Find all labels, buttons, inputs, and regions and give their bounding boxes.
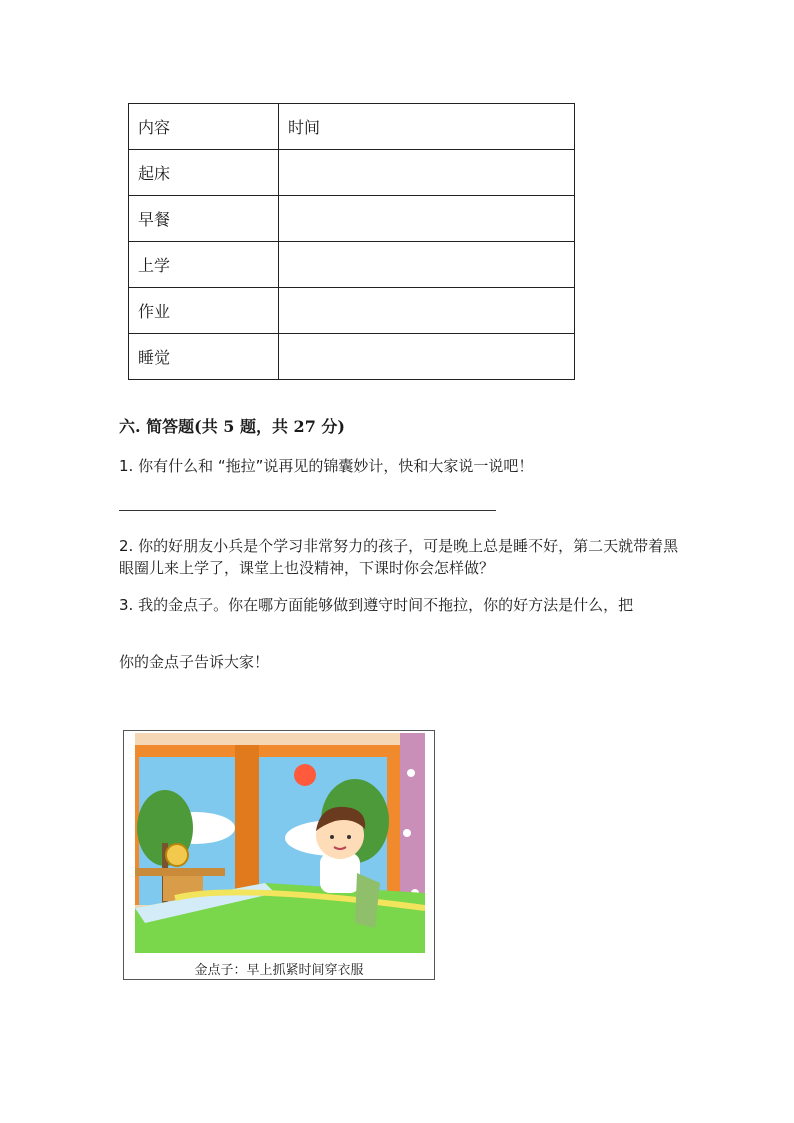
row-time-cell[interactable] xyxy=(279,288,575,334)
question-1: 1. 你有什么和 “拖拉”说再见的锦囊妙计，快和大家说一说吧！ xyxy=(119,457,534,475)
illustration-figure xyxy=(123,730,435,980)
table-header-row xyxy=(129,104,575,150)
table-row xyxy=(129,242,575,288)
row-item: 上学 xyxy=(129,242,279,288)
schedule-table xyxy=(128,103,575,380)
question-2: 2. 你的好朋友小兵是个学习非常努力的孩子，可是晚上总是睡不好，第二天就带着黑眼圈儿来上学了，课堂上也没精神，下课时你会怎样做？ xyxy=(119,537,679,577)
row-item: 作业 xyxy=(129,288,279,334)
section-heading: 六. 简答题(共 5 题，共 27 分) xyxy=(119,417,345,436)
row-item: 睡觉 xyxy=(129,334,279,380)
row-time-cell[interactable] xyxy=(279,334,575,380)
figure-caption: 金点子：早上抓紧时间穿衣服 xyxy=(194,963,364,978)
question-3-continued: 你的金点子告诉大家！ xyxy=(119,653,270,671)
row-time-cell[interactable] xyxy=(279,242,575,288)
row-time-cell[interactable] xyxy=(279,150,575,196)
row-item: 起床 xyxy=(129,150,279,196)
question-3: 3. 我的金点子。你在哪方面能够做到遵守时间不拖拉，你的好方法是什么，把 xyxy=(119,596,634,614)
header-cell-time: 时间 xyxy=(279,104,575,150)
boy-dressing-illustration xyxy=(135,733,425,953)
table-row xyxy=(129,196,575,242)
row-time-cell[interactable] xyxy=(279,196,575,242)
table-row xyxy=(129,334,575,380)
answer-line[interactable] xyxy=(119,510,496,511)
header-cell-content: 内容 xyxy=(129,104,279,150)
table-row xyxy=(129,288,575,334)
table-row xyxy=(129,150,575,196)
row-item: 早餐 xyxy=(129,196,279,242)
